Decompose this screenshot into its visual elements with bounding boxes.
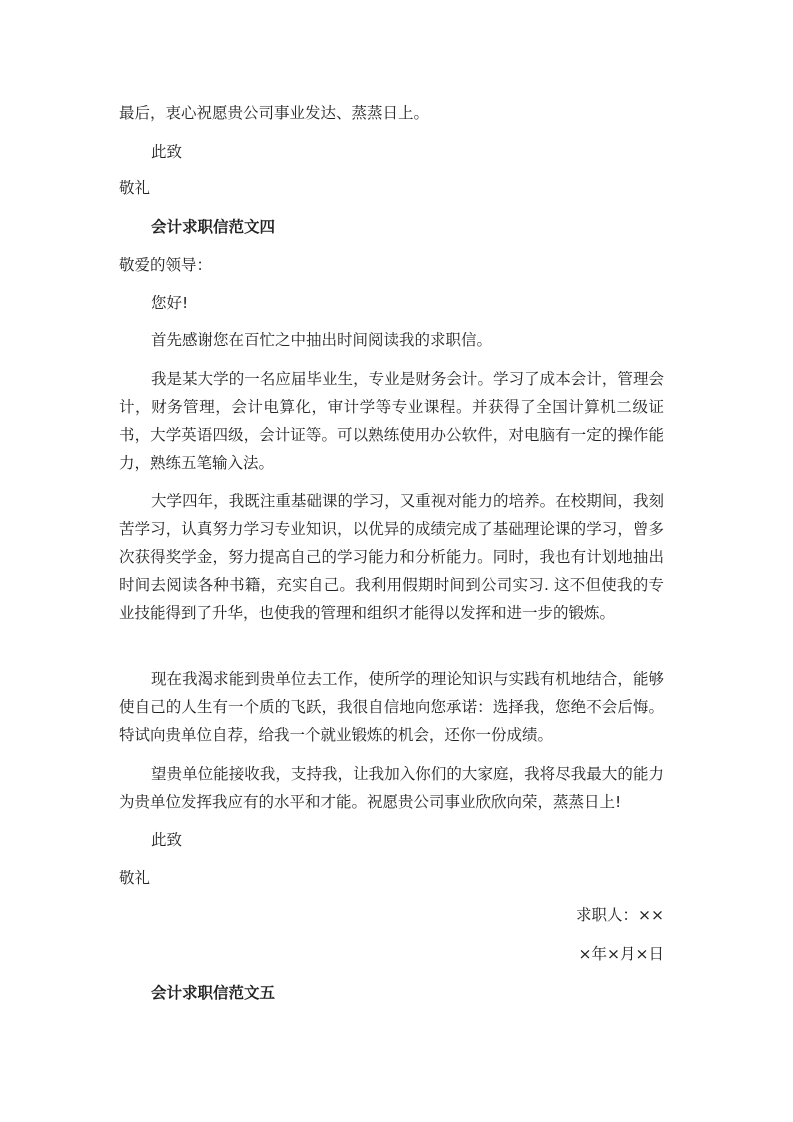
signature: 求职人：××: [576, 906, 664, 924]
paragraph: 大学四年，我既注重基础课的学习，又重视对能力的培养。在校期间，我刻苦学习，认真努力学习专业知识，以优异的成绩完成了基础理论课的学习，曾多次获得奖学金，努力提高自己的学习能力和分析能力。同时，我也有计划地抽出时间去阅读各种书籍，充实自己。我利用假期时间到公司实习. 这不但使我的专业技能得到了升华，也使我的管理和组织才能得以发挥和进一步的锻炼。: [119, 492, 664, 622]
paragraph: 我是某大学的一名应届毕业生，专业是财务会计。学习了成本会计，管理会计，财务管理，会计电算化，审计学等专业课程。并获得了全国计算机二级证书，大学英语四级，会计证等。可以熟练使用办公软件，对电脑有一定的操作能力，熟练五笔输入法。: [119, 370, 664, 472]
closing-line: 最后，衷心祝愿贵公司事业发达、蒸蒸日上。: [119, 104, 430, 122]
salutation-close: 此致: [151, 831, 183, 849]
regards: 敬礼: [119, 869, 151, 887]
section-heading: 会计求职信范文五: [151, 984, 276, 1002]
section-heading: 会计求职信范文四: [151, 218, 276, 236]
paragraph: 望贵单位能接收我，支持我，让我加入你们的大家庭，我将尽我最大的能力为贵单位发挥我应有的水平和才能。祝愿贵公司事业欣欣向荣，蒸蒸日上!: [119, 765, 664, 811]
paragraph: 现在我渴求能到贵单位去工作，使所学的理论知识与实践有机地结合，能够使自己的人生有一个质的飞跃，我很自信地向您承诺：选择我，您绝不会后悔。特试向贵单位自荐，给我一个就业锻炼的机会，还你一份成绩。: [119, 670, 664, 744]
regards: 敬礼: [119, 179, 151, 197]
paragraph: 首先感谢您在百忙之中抽出时间阅读我的求职信。: [151, 331, 493, 349]
salutation-close: 此致: [151, 143, 183, 161]
greeting: 敬爱的领导：: [119, 256, 213, 274]
hello-line: 您好!: [151, 294, 189, 312]
date: ×年×月×日: [578, 945, 664, 963]
